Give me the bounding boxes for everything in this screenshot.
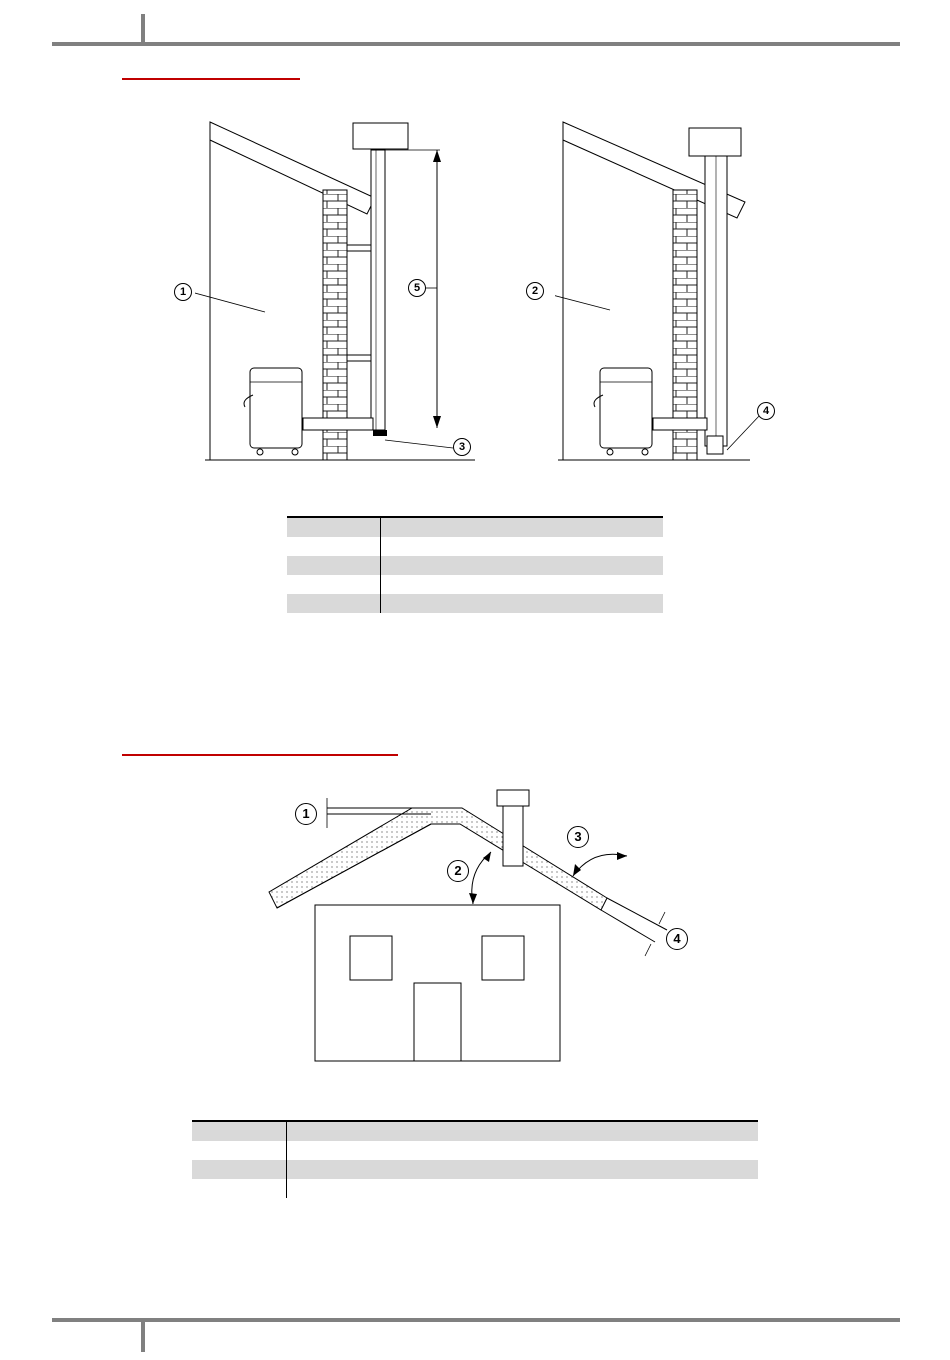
roof-callout-3: 3 [567,826,589,848]
table-row [287,556,663,575]
callout-1: 1 [174,283,192,301]
footer-rule [52,1318,900,1322]
roof-callout-4: 4 [666,928,688,950]
chimney-figure-left [195,110,485,470]
header-tick [141,14,145,44]
table-row [192,1141,758,1160]
chimney-figure-right [555,110,785,470]
section-1-table [287,516,663,613]
roof-callout-2: 2 [447,860,469,882]
header-rule [52,42,900,46]
callout-4: 4 [757,402,775,420]
table-row [287,594,663,613]
table-row [287,517,663,537]
roof-callout-1: 1 [295,803,317,825]
callout-3: 3 [453,438,471,456]
callout-2: 2 [526,282,544,300]
section-2-heading-rule [122,754,398,756]
table-row [192,1121,758,1141]
section-1-heading-rule [122,78,300,80]
table-row [192,1179,758,1198]
callout-5: 5 [408,279,426,297]
table-row [287,575,663,594]
table-row [287,537,663,556]
section-2-table [192,1120,758,1198]
footer-tick [141,1322,145,1352]
house-roof-figure [255,780,705,1070]
table-row [192,1160,758,1179]
